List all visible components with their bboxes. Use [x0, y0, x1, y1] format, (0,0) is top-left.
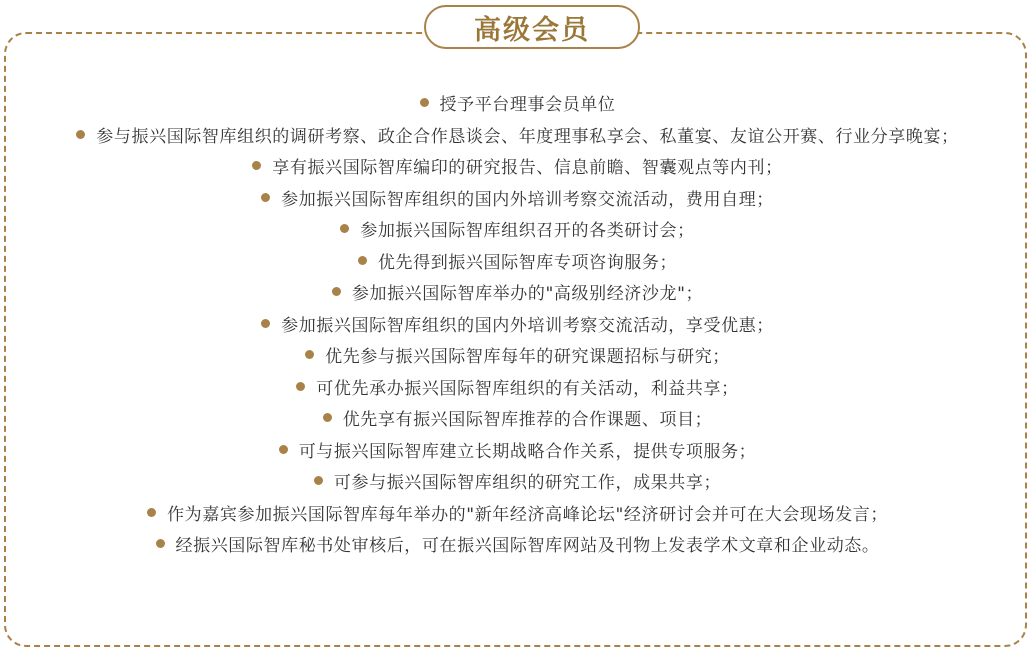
list-item [0, 371, 1035, 403]
benefit-text: 可优先承办振兴国际智库组织的有关活动，利益共享； [316, 378, 739, 399]
benefit-text: 优先参与振兴国际智库每年的研究课题招标与研究； [325, 347, 730, 368]
benefit-text: 参加振兴国际智库组织召开的各类研讨会； [360, 221, 695, 242]
list-item [0, 276, 1035, 308]
list-item [0, 87, 1035, 119]
benefit-text: 授予平台理事会员单位 [439, 95, 616, 116]
bullet-dot-icon [420, 98, 429, 107]
benefit-text: 参与振兴国际智库组织的调研考察、政企合作恳谈会、年度理事私享会、私董宴、友谊公开赛、行业分享晚宴； [96, 126, 959, 147]
bullet-dot-icon [358, 256, 367, 265]
list-item [0, 308, 1035, 340]
list-item [0, 465, 1035, 497]
bullet-dot-icon [76, 130, 85, 139]
page-title: 高级会员 [474, 14, 590, 46]
benefit-text: 优先享有振兴国际智库推荐的合作课题、项目； [342, 410, 713, 431]
list-item [0, 434, 1035, 466]
bullet-dot-icon [147, 508, 156, 517]
benefit-text: 可与振兴国际智库建立长期战略合作关系，提供专项服务； [298, 441, 757, 462]
list-item [0, 150, 1035, 182]
benefits-list [0, 87, 1035, 560]
title-badge [424, 5, 640, 49]
benefit-text: 作为嘉宾参加振兴国际智库每年举办的"新年经济高峰论坛"经济研讨会并可在大会现场发言； [167, 504, 888, 525]
benefit-text: 可参与振兴国际智库组织的研究工作，成果共享； [333, 473, 722, 494]
benefit-text: 参加振兴国际智库组织的国内外培训考察交流活动，费用自理； [281, 189, 774, 210]
bullet-dot-icon [323, 413, 332, 422]
bullet-dot-icon [261, 319, 270, 328]
benefit-text: 参加振兴国际智库组织的国内外培训考察交流活动，享受优惠； [281, 315, 774, 336]
bullet-dot-icon [252, 161, 261, 170]
list-item [0, 245, 1035, 277]
benefit-text: 优先得到振兴国际智库专项咨询服务； [377, 252, 678, 273]
bullet-dot-icon [261, 193, 270, 202]
list-item [0, 339, 1035, 371]
bullet-dot-icon [279, 445, 288, 454]
bullet-dot-icon [156, 539, 165, 548]
list-item [0, 497, 1035, 529]
bullet-dot-icon [296, 382, 305, 391]
benefit-text: 参加振兴国际智库举办的"高级别经济沙龙"； [351, 284, 704, 305]
benefit-text: 享有振兴国际智库编印的研究报告、信息前瞻、智囊观点等内刊； [272, 158, 783, 179]
list-item [0, 528, 1035, 560]
list-item [0, 402, 1035, 434]
bullet-dot-icon [305, 350, 314, 359]
bullet-dot-icon [314, 476, 323, 485]
list-item [0, 182, 1035, 214]
bullet-dot-icon [332, 287, 341, 296]
list-item [0, 119, 1035, 151]
bullet-dot-icon [340, 224, 349, 233]
benefit-text: 经振兴国际智库秘书处审核后，可在振兴国际智库网站及刊物上发表学术文章和企业动态。 [175, 536, 880, 557]
list-item [0, 213, 1035, 245]
